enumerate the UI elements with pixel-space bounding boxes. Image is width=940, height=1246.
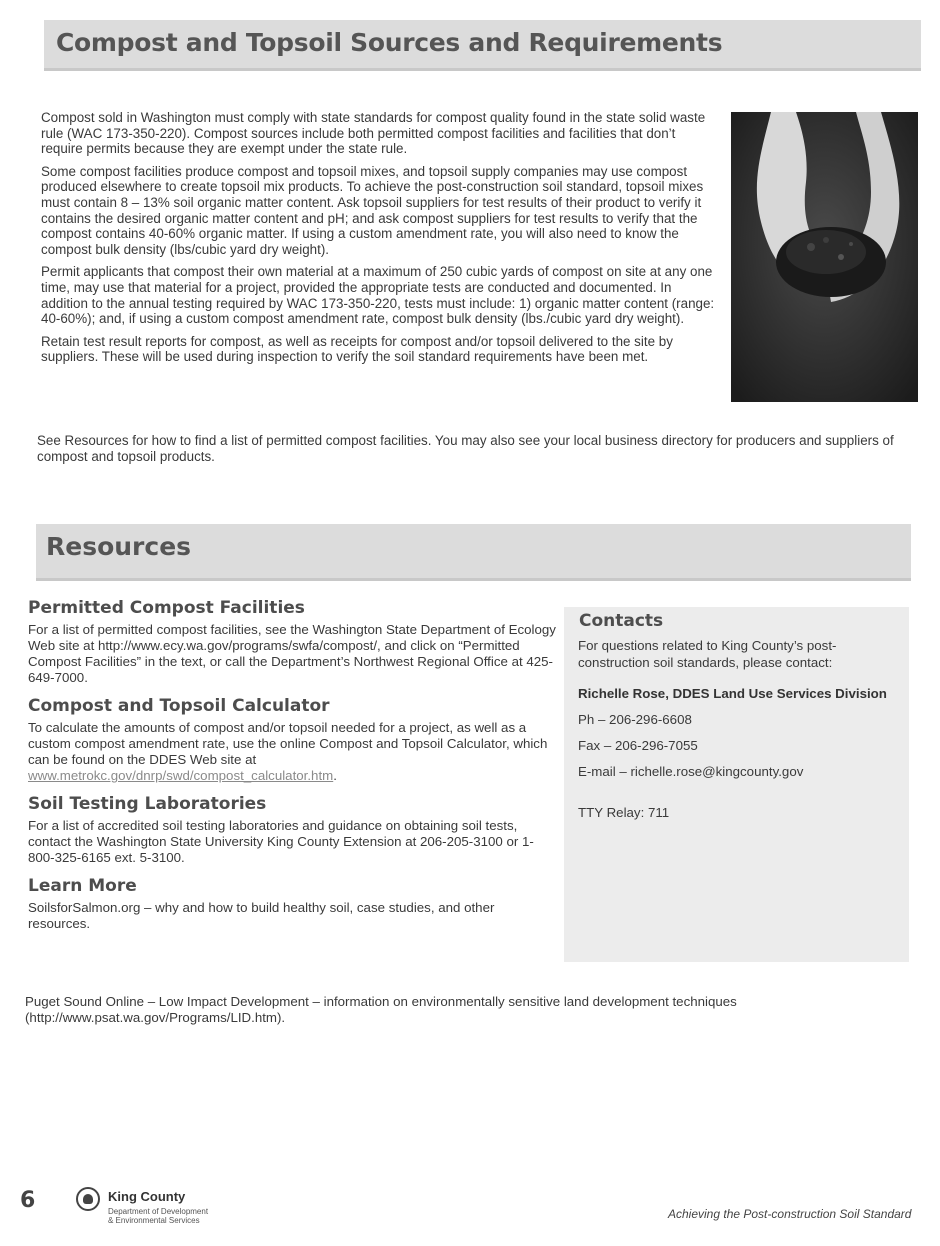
king-county-logo (76, 1185, 276, 1235)
resource-heading: Compost and Topsoil Calculator (28, 696, 330, 716)
intro-paragraph: Permit applicants that compost their own material at a maximum of 250 cubic yards of compost on site at any one time, may use that material for a project, provided the appropriate tests are conducted and documented. In addition to the annual testing required by WAC 173-350-220, tests must include: 1) organic matter content (range: 40-60%); and, if using a custom compost amendment rate, compost bulk density (lbs./cubic yard dry weight). (41, 264, 715, 327)
contacts-box (564, 607, 909, 962)
resource-heading: Learn More (28, 876, 137, 896)
section-banner-compost (44, 20, 921, 71)
contact-person: Richelle Rose, DDES Land Use Services Division (578, 686, 887, 701)
document-title-footer: Achieving the Post-construction Soil Standard (668, 1207, 912, 1221)
resource-text: SoilsforSalmon.org – why and how to build healthy soil, case studies, and other resources. (28, 900, 495, 931)
calculator-link-period: . (333, 768, 337, 783)
logo-sub-line: & Environmental Services (108, 1216, 200, 1225)
resources-list (28, 598, 558, 942)
hands-holding-soil-photo (731, 112, 918, 402)
contact-email[interactable]: E-mail – richelle.rose@kingcounty.gov (578, 764, 804, 779)
resource-heading: Soil Testing Laboratories (28, 794, 267, 814)
intro-paragraph: Some compost facilities produce compost and topsoil mixes, and topsoil supply companies may use compost produced elsewhere to create topsoil mix products. To achieve the post-construction soil standard, topsoil mixes must contain 8 – 13% soil organic matter content. Ask topsoil suppliers for test results of their product to verify it contains the desired organic matter content and pH; and ask compost suppliers for test results to verify that the compost contains 40-60% organic matter. If using a custom amendment rate, you will also need to know the compost bulk density (lbs/cubic yard dry weight). (41, 163, 704, 257)
resource-permitted-facilities (28, 598, 558, 686)
resource-text: For a list of permitted compost facilities, see the Washington State Department of Ecology Web site at http://www.ecy.wa.gov/programs/swfa/compost/, and click on “Permitted Compost Facilities” in the text, or call the Department’s Northwest Regional Office at 425-649-7000. (28, 622, 556, 685)
page-number: 6 (20, 1188, 36, 1213)
resource-text (28, 720, 558, 784)
section-banner-resources (36, 524, 911, 581)
see-resources-text: See Resources for how to find a list of permitted compost facilities. You may also see your local business directory for producers and suppliers of compost and topsoil products. (37, 433, 894, 464)
resource-text: For a list of accredited soil testing laboratories and guidance on obtaining soil tests, contact the Washington State University King County Extension at 206-205-3100 or 1-800-325-6165 ext. 5-3100. (28, 818, 534, 865)
resource-calculator (28, 696, 558, 784)
resources-title: Resources (46, 532, 192, 561)
hands-soil-illustration-icon (731, 112, 918, 402)
logo-org-name: King County (108, 1189, 186, 1204)
see-resources-note (37, 433, 897, 471)
calculator-description: To calculate the amounts of compost and/or topsoil needed for a project, as well as a custom compost amendment rate, use the online Compost and Topsoil Calculator, which can be found on the DDES Web site at (28, 720, 548, 767)
logo-sub-line: Department of Development (108, 1207, 209, 1216)
intro-paragraph: Compost sold in Washington must comply with state standards for compost quality found in the state solid waste rule (WAC 173-350-220). Compost sources include both permitted compost facilities and facilities that don’t require permits because they are exempt under the state rule. (41, 110, 706, 157)
contacts-title: Contacts (579, 611, 664, 631)
contact-fax: Fax – 206-296-7055 (578, 738, 698, 753)
page-title: Compost and Topsoil Sources and Requirements (56, 28, 723, 57)
contacts-intro: For questions related to King County’s post-construction soil standards, please contact: (578, 638, 837, 670)
resource-learn-more (28, 876, 558, 932)
logo-org-sub (108, 1207, 208, 1225)
intro-paragraph: Retain test result reports for compost, as well as receipts for compost and/or topsoil delivered to the site by suppliers. These will be used during inspection to verify the soil standard requirements have been met. (41, 333, 673, 365)
calculator-link[interactable]: www.metrokc.gov/dnrp/swd/compost_calculator.htm (28, 768, 334, 783)
contact-phone: Ph – 206-296-6608 (578, 712, 692, 727)
king-county-crown-logo-icon (76, 1187, 100, 1211)
intro-text-block (41, 110, 717, 372)
puget-sound-text: Puget Sound Online – Low Impact Development – information on environmentally sensitive land development techniques (http://www.psat.wa.gov/Programs/LID.htm). (25, 994, 737, 1025)
resource-soil-testing (28, 794, 558, 866)
contact-tty: TTY Relay: 711 (578, 805, 670, 820)
puget-sound-note (25, 994, 825, 1026)
resource-heading: Permitted Compost Facilities (28, 598, 305, 618)
